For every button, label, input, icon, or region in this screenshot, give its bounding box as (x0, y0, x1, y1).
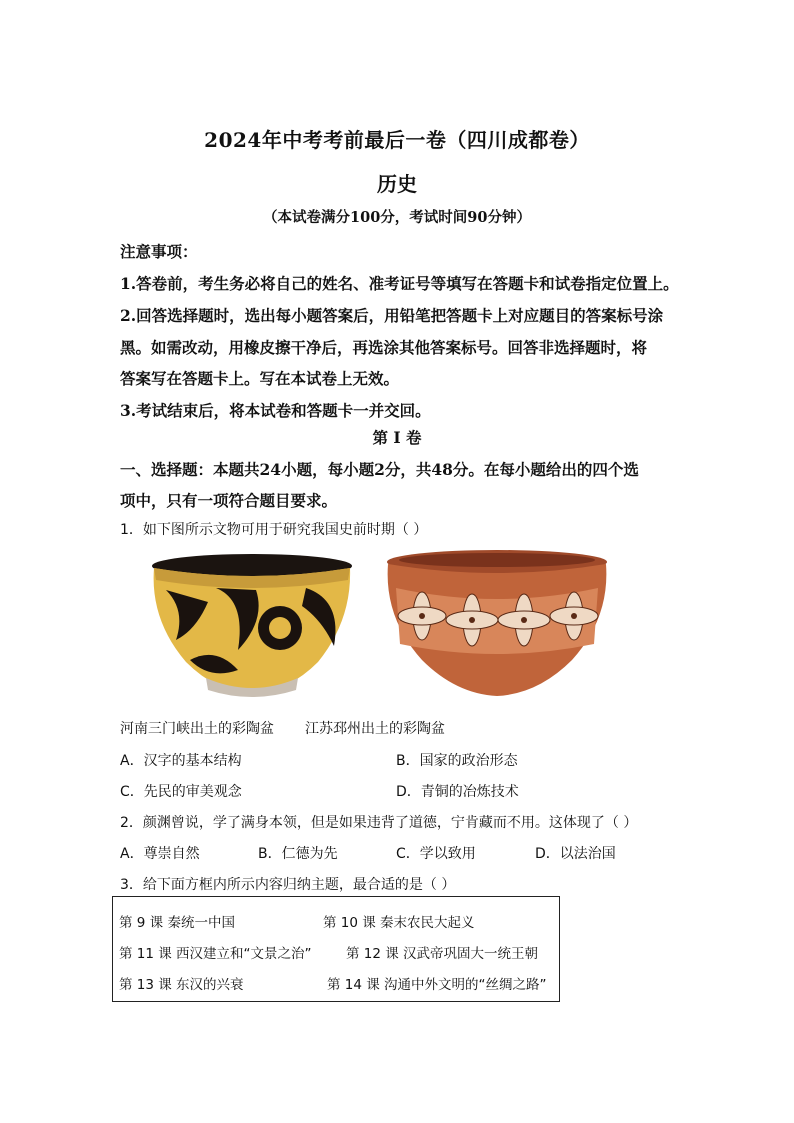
caption-left: 河南三门峡出土的彩陶盆 (120, 721, 274, 737)
question-1-option-c: C．先民的审美观念 (120, 784, 242, 800)
question-2-option-a: A．尊崇自然 (120, 846, 200, 862)
lesson-9: 第 9 课 秦统一中国 (119, 915, 235, 931)
question-2-stem: 2．颜渊曾说，学了满身本领，但是如果违背了道德，宁肯藏而不用。这体现了（ ） (120, 815, 638, 831)
instruction-item-1: 1.答卷前，考生务必将自己的姓名、准考证号等填写在答题卡和试卷指定位置上。 (120, 274, 679, 293)
lesson-14: 第 14 课 沟通中外文明的“丝绸之路” (327, 977, 547, 993)
lesson-10: 第 10 课 秦末农民大起义 (323, 915, 475, 931)
question-1-stem: 1．如下图所示文物可用于研究我国史前时期（ ） (120, 522, 428, 538)
question-1-option-a: A．汉字的基本结构 (120, 753, 242, 769)
lesson-11: 第 11 课 西汉建立和“文景之治” (119, 946, 312, 962)
section-instructions-line-1: 一、选择题：本题共24小题，每小题2分，共48分。在每小题给出的四个选 (120, 460, 639, 479)
question-1-option-b: B．国家的政治形态 (396, 753, 518, 769)
lesson-list-box (112, 896, 560, 1002)
instruction-item-2-line-2: 黑。如需改动，用橡皮擦干净后，再选涂其他答案标号。回答非选择题时，将 (120, 338, 648, 357)
section-label: 第 I 卷 (372, 428, 422, 447)
exam-title: 2024年中考考前最后一卷（四川成都卷） (204, 128, 590, 152)
instruction-item-2-line-1: 2.回答选择题时，选出每小题答案后，用铅笔把答题卡上对应题目的答案标号涂 (120, 306, 664, 325)
question-1-option-d: D．青铜的冶炼技术 (396, 784, 519, 800)
question-2-option-b: B．仁德为先 (258, 846, 338, 862)
caption-right: 江苏邳州出土的彩陶盆 (305, 721, 445, 737)
instructions-heading: 注意事项： (120, 242, 198, 261)
question-3-stem: 3．给下面方框内所示内容归纳主题，最合适的是（ ） (120, 877, 456, 893)
question-2-option-d: D．以法治国 (535, 846, 616, 862)
lesson-13: 第 13 课 东汉的兴衰 (119, 977, 244, 993)
section-instructions-line-2: 项中，只有一项符合题目要求。 (120, 491, 338, 510)
painted-pottery-basin-left-image (146, 550, 358, 700)
lesson-12: 第 12 课 汉武帝巩固大一统王朝 (346, 946, 539, 962)
exam-note: （本试卷满分100分，考试时间90分钟） (263, 209, 531, 226)
instruction-item-2-line-3: 答案写在答题卡上。写在本试卷上无效。 (120, 369, 400, 388)
subject-title: 历史 (377, 172, 417, 196)
instruction-item-3: 3.考试结束后，将本试卷和答题卡一并交回。 (120, 401, 431, 420)
painted-pottery-basin-right-image (382, 548, 612, 700)
question-2-option-c: C．学以致用 (396, 846, 476, 862)
